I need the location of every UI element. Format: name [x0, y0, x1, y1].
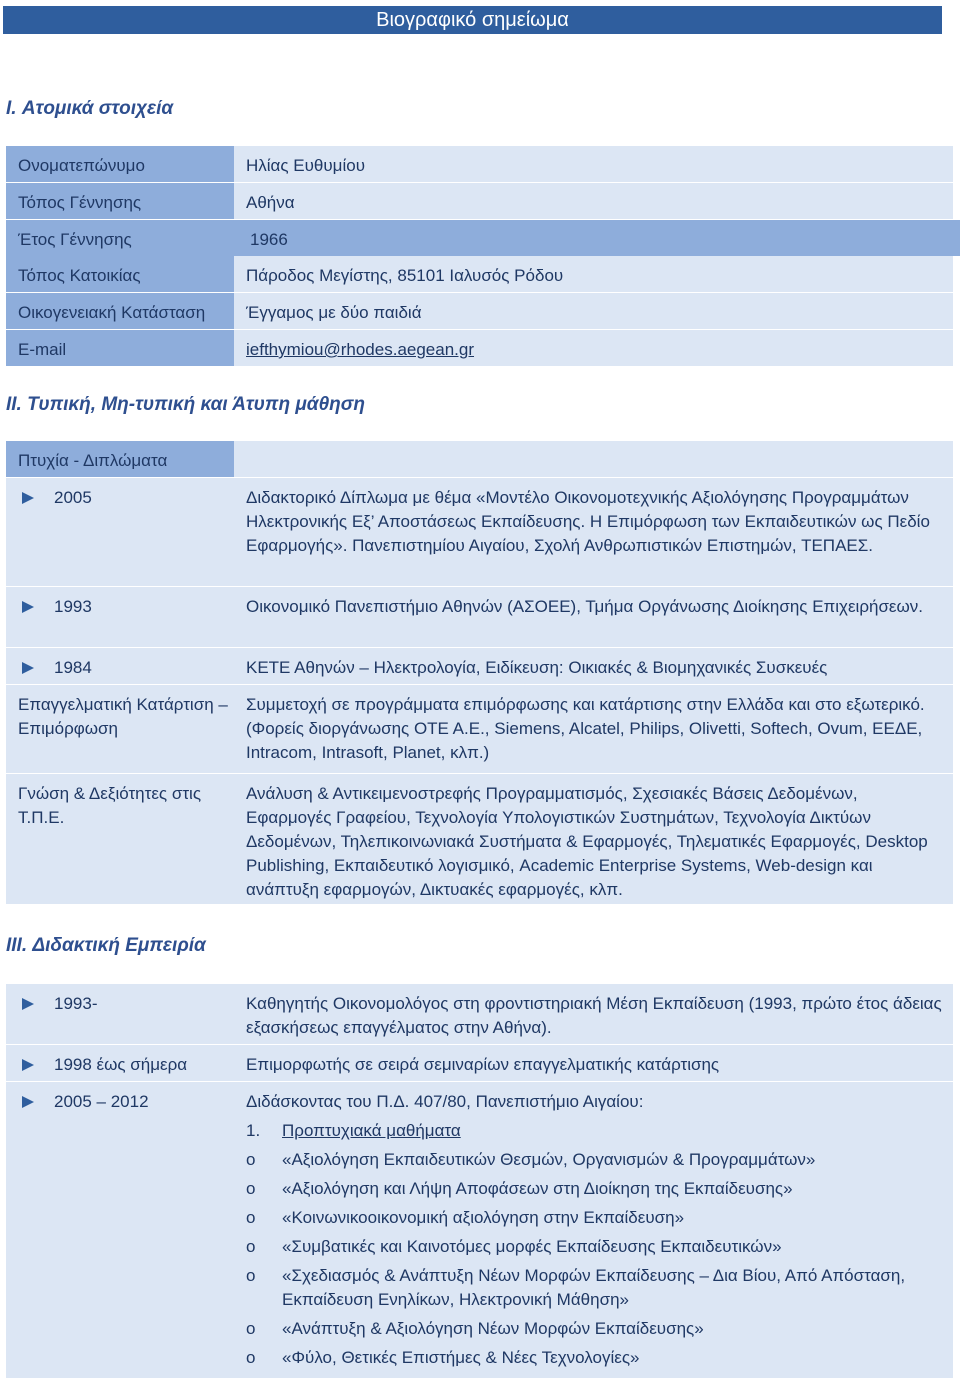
training-text: Συμμετοχή σε προγράμματα επιμόρφωσης και κατάρτισης στην Ελλάδα και στο εξωτερικό. (Φορείς διοργάνωσης ΟΤΕ Α.Ε., Siemens, Alcatel, Philips, Olivetti, Softech, Ovum, ΕΕΔΕ, Intracom, Intrasoft, Planet, κλπ.) — [234, 685, 953, 773]
course-title: «Αξιολόγηση και Λήψη Αποφάσεων στη Διοίκηση της Εκπαίδευσης» — [282, 1179, 793, 1198]
circle-bullet-icon: o — [246, 1237, 256, 1256]
course-item — [246, 1206, 943, 1230]
degree-row — [6, 478, 953, 586]
list-number: 1. — [246, 1121, 261, 1140]
teaching-detail-cell — [234, 1082, 953, 1378]
section-1-heading: I. Ατομικά στοιχεία — [6, 98, 174, 119]
course-item — [246, 1346, 943, 1370]
course-title: «Ανάπτυξη & Αξιολόγηση Νέων Μορφών Εκπαίδευσης» — [282, 1319, 704, 1338]
degrees-header-row — [6, 441, 953, 477]
teaching-period: 1993- — [54, 994, 98, 1013]
training-label: Επαγγελματική Κατάρτιση – Επιμόρφωση — [6, 685, 234, 773]
degree-row — [6, 587, 953, 647]
course-list-heading — [246, 1119, 943, 1143]
teaching-text: Διδάσκοντας του Π.Δ. 407/80, Πανεπιστήμιο Αιγαίου: — [246, 1092, 644, 1111]
info-value: 1966 — [250, 230, 288, 249]
info-label: Οικογενειακή Κατάσταση — [6, 293, 234, 329]
teaching-period-cell — [6, 1082, 234, 1378]
info-row-marital — [6, 293, 953, 329]
skills-label: Γνώση & Δεξιότητες στις Τ.Π.Ε. — [6, 774, 234, 904]
training-row — [6, 685, 953, 773]
degree-year-cell — [6, 478, 234, 586]
info-row-residence — [6, 256, 953, 292]
teaching-period: 2005 – 2012 — [54, 1092, 149, 1111]
info-value-cell — [234, 330, 953, 366]
degree-text: Διδακτορικό Δίπλωμα με θέμα «Μοντέλο Οικονομοτεχνικής Αξιολόγησης Προγραμμάτων Ηλεκτρονικής Εξ’ Αποστάσεως Εκπαίδευσης. Η Επιμόρφωση των Εκπαιδευτικών ως Πεδίο Εφαρμογής». Πανεπιστημίου Αιγαίου, Σχολή Ανθρωπιστικών Επιστημών, ΤΕΠΑΕΣ. — [234, 478, 953, 586]
circle-bullet-icon: o — [246, 1150, 256, 1169]
teaching-period: 1998 έως σήμερα — [54, 1055, 188, 1074]
degrees-header-spacer — [234, 441, 953, 477]
course-title: «Κοινωνικοοικονομική αξιολόγηση στην Εκπαίδευση» — [282, 1208, 685, 1227]
degrees-label: Πτυχία - Διπλώματα — [6, 441, 234, 477]
email-link[interactable]: iefthymiou@rhodes.aegean.gr — [246, 340, 475, 359]
info-row-birthyear-band — [6, 220, 960, 256]
info-value: Έγγαμος με δύο παιδιά — [234, 293, 953, 329]
info-label: E-mail — [6, 330, 234, 366]
info-label: Έτος Γέννησης — [18, 230, 132, 249]
skills-text: Ανάλυση & Αντικειμενοστρεφής Προγραμματισμός, Σχεσιακές Βάσεις Δεδομένων, Εφαρμογές Γραφείου, Τεχνολογία Υπολογιστικών Συστημάτων, Τεχνολογία Δικτύων Δεδομένων, Τηλεπικοινωνιακά Συστήματα & Εφαρμογές, Τηλεματικές Εφαρμογές, Desktop Publishing, Εκπαιδευτικό λογισμικό, Academic Enterprise Systems, Web-design και ανάπτυξη εφαρμογών, Δικτυακές εφαρμογές, κλπ. — [234, 774, 953, 904]
info-label: Τόπος Κατοικίας — [6, 256, 234, 292]
triangle-bullet-icon — [22, 601, 34, 613]
info-value: Αθήνα — [234, 183, 953, 219]
teaching-row — [6, 984, 953, 1044]
info-label: Τόπος Γέννησης — [6, 183, 234, 219]
info-row-birthplace — [6, 183, 953, 219]
course-item — [246, 1177, 943, 1201]
triangle-bullet-icon — [22, 998, 34, 1010]
triangle-bullet-icon — [22, 662, 34, 674]
list-title: Προπτυχιακά μαθήματα — [282, 1121, 461, 1140]
teaching-text: Καθηγητής Οικονομολόγος στη φροντιστηριακή Μέση Εκπαίδευση (1993, πρώτο έτος άδειας εξασκήσεως επαγγέλματος στην Αθήνα). — [234, 984, 953, 1044]
course-title: «Αξιολόγηση Εκπαιδευτικών Θεσμών, Οργανισμών & Προγραμμάτων» — [282, 1150, 816, 1169]
course-title: «Φύλο, Θετικές Επιστήμες & Νέες Τεχνολογίες» — [282, 1348, 640, 1367]
course-item — [246, 1264, 943, 1312]
teaching-row — [6, 1045, 953, 1081]
info-row-email — [6, 330, 953, 366]
course-title: «Σχεδιασμός & Ανάπτυξη Νέων Μορφών Εκπαίδευσης – Δια Βίου, Από Απόσταση, Εκπαίδευση Ενηλίκων, Ηλεκτρονική Μάθηση» — [282, 1266, 906, 1309]
degree-text: Οικονομικό Πανεπιστήμιο Αθηνών (ΑΣΟΕΕ), Τμήμα Οργάνωσης Διοίκησης Επιχειρήσεων. — [234, 587, 953, 647]
degree-text: ΚΕΤΕ Αθηνών – Ηλεκτρολογία, Ειδίκευση: Οικιακές & Βιομηχανικές Συσκευές — [234, 648, 953, 684]
info-row-name — [6, 146, 953, 182]
degree-year: 1984 — [54, 658, 92, 677]
degree-year: 1993 — [54, 597, 92, 616]
degree-year: 2005 — [54, 488, 92, 507]
course-item — [246, 1235, 943, 1259]
degree-row — [6, 648, 953, 684]
circle-bullet-icon: o — [246, 1266, 256, 1285]
info-label: Ονοματεπώνυμο — [6, 146, 234, 182]
page-title: Βιογραφικό σημείωμα — [3, 6, 942, 34]
triangle-bullet-icon — [22, 1096, 34, 1108]
degree-year-cell — [6, 587, 234, 647]
teaching-row — [6, 1082, 953, 1378]
section-3-heading: III. Διδακτική Εμπειρία — [6, 935, 206, 956]
circle-bullet-icon: o — [246, 1348, 256, 1367]
triangle-bullet-icon — [22, 1059, 34, 1071]
teaching-period-cell — [6, 984, 234, 1044]
course-item — [246, 1148, 943, 1172]
info-value: Πάροδος Μεγίστης, 85101 Ιαλυσός Ρόδου — [234, 256, 953, 292]
circle-bullet-icon: o — [246, 1208, 256, 1227]
course-title: «Συμβατικές και Καινοτόμες μορφές Εκπαίδευσης Εκπαιδευτικών» — [282, 1237, 782, 1256]
info-value: Ηλίας Ευθυμίου — [234, 146, 953, 182]
skills-row — [6, 774, 953, 904]
teaching-period-cell — [6, 1045, 234, 1081]
info-row-birthyear — [6, 220, 953, 256]
teaching-text: Επιμορφωτής σε σειρά σεμιναρίων επαγγελματικής κατάρτισης — [234, 1045, 953, 1081]
course-item — [246, 1317, 943, 1341]
degree-year-cell — [6, 648, 234, 684]
section-2-heading: II. Τυπική, Μη-τυπική και Άτυπη μάθηση — [6, 394, 365, 415]
triangle-bullet-icon — [22, 492, 34, 504]
circle-bullet-icon: o — [246, 1319, 256, 1338]
circle-bullet-icon: o — [246, 1179, 256, 1198]
